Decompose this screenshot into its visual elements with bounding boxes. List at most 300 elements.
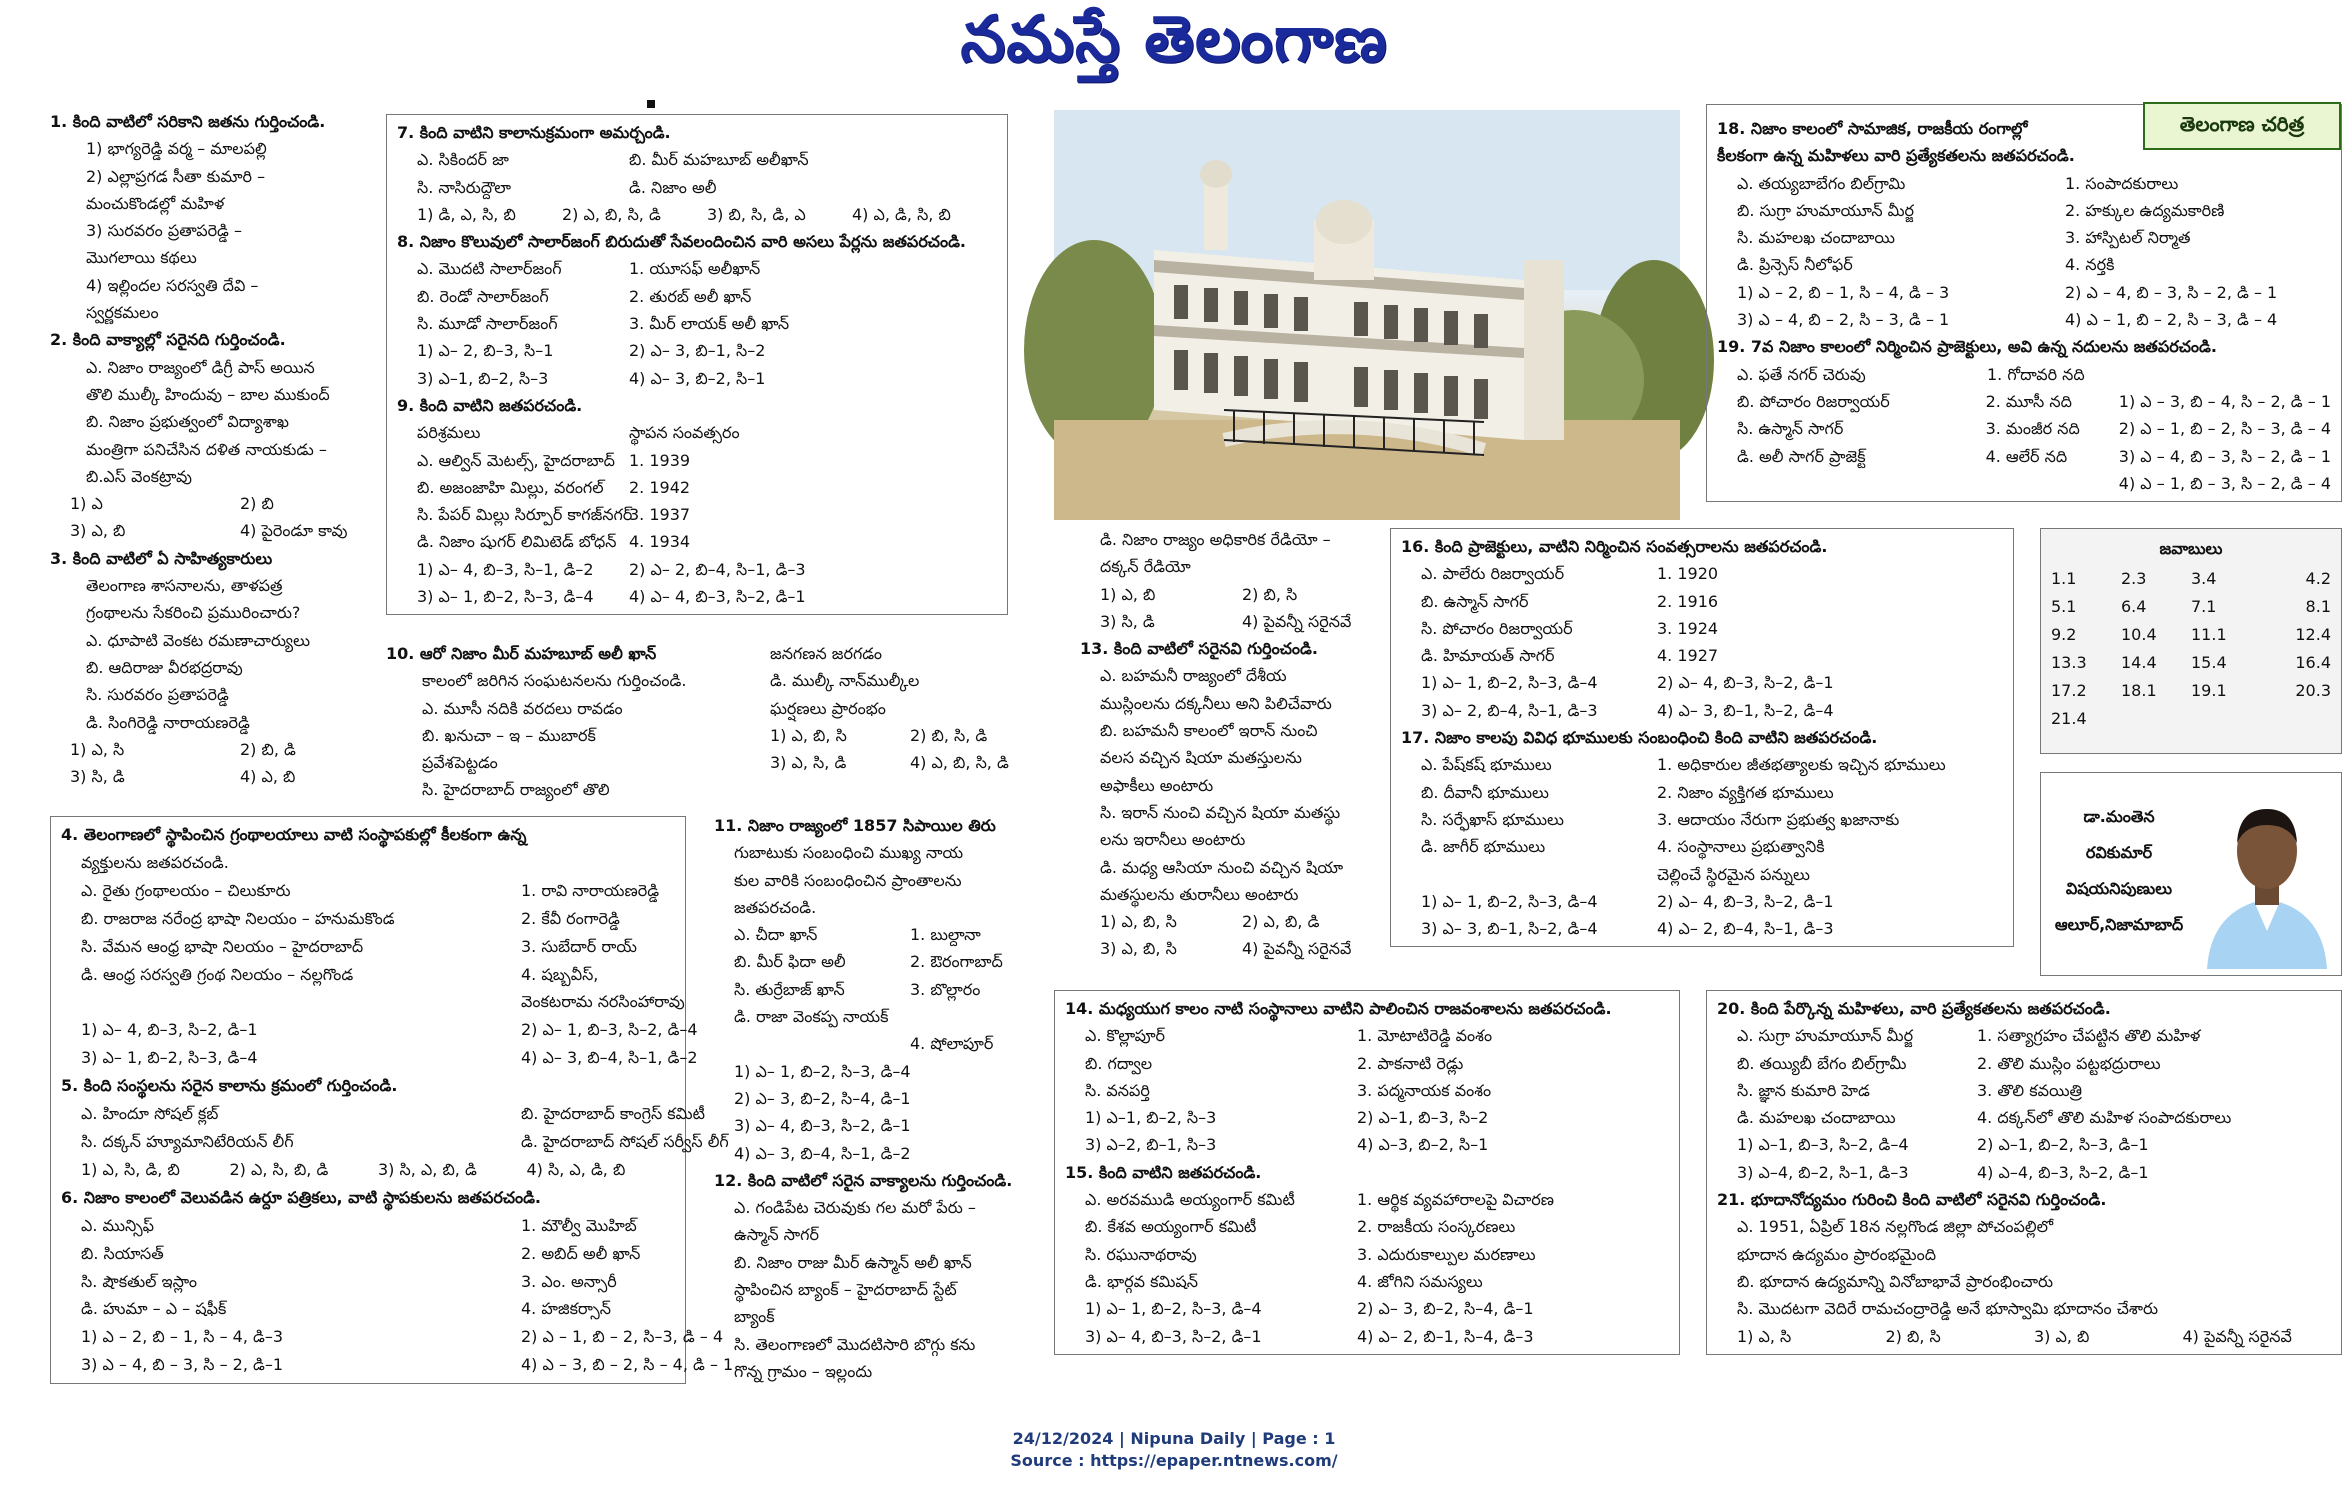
option-cell: 4) ఎ, డి, సి, బి [852,204,951,224]
text-line: మతస్థులను తురానీలు అంటారు [1100,884,1299,904]
text-line: బి. ఆదిరాజు వీరభద్రరావు [86,657,243,677]
answer-item: 11.1 [2191,625,2227,644]
option-cell: 4) ఎ–3, బి–2, సి–1 [1357,1135,1489,1155]
option-cell: డి. భార్గవ కమిషన్ [1085,1271,1199,1291]
text-line: దక్కన్ రేడియో [1100,557,1191,577]
option-row [714,976,1014,1003]
text-line: ఎ. 1951, ఏప్రిల్ 18న నల్లగొండ జిల్లా పోచంపల్లిలో [1737,1217,2054,1237]
option-cell: 4) ఎ, బి, సి, డి [910,753,1009,773]
option-cell: 4) పైవన్నీ సరైనవే [2182,1326,2292,1346]
answer-item: 4.2 [2305,569,2331,588]
option-cell: 4) ఎ– 3, బి–4, సి–1, డి–2 [734,1143,911,1163]
option-row [1717,306,2331,333]
option-row [714,1112,1014,1139]
option-cell: 3) ఎ, బి [70,521,126,541]
block-q7-9 [386,114,1008,615]
option-cell: 4) ఎ – 3, బి – 2, సి – 4, డి – 1 [521,1355,734,1375]
option-cell: 4. జోగిని సమస్యలు [1357,1271,1483,1291]
option-row [1401,669,2003,696]
option-row [714,1140,1014,1167]
option-cell: 1) ఎ– 1, బి–2, సి–3, డి–4 [1085,1299,1262,1319]
option-row [61,877,675,905]
text-line: మంచుకొండల్లో మహిళ [86,193,225,213]
question-text: 6. నిజాం కాలంలో వెలువడిన ఉర్దూ పత్రికలు, వాటి స్థాపకులను జతపరచండి. [61,1187,542,1207]
option-cell: 3. ఆదాయం నేరుగా ప్రభుత్వ ఖజానాకు [1657,809,1900,829]
option-cell: సి. పేపర్ మిల్లు సిర్పూర్ కాగజ్‌నగర్ [417,505,633,525]
option-cell: 3. పద్మనాయక వంశం [1357,1080,1492,1100]
option-cell: సి. సర్ఫేఖాస్ భూములు [1421,809,1564,829]
text-line: సి. తెలంగాణలో మొదటిసారి బొగ్గు కను [734,1334,976,1354]
option-cell: 3. ఎం. అన్సారీ [521,1271,617,1291]
option-cell: 2. పాకనాటి రెడ్లు [1357,1053,1464,1073]
option-cell [81,988,521,1016]
option-cell: 4) ఎ–4, బి–3, సి–2, డి–1 [1977,1162,2149,1182]
option-row [1065,1104,1669,1131]
text-line: లను ఇరానీలు అంటారు [1100,830,1246,850]
option-row [1401,751,2003,778]
text-line: తొలి ముల్కీ హిందువు – బాల ముకుంద్ [86,384,330,404]
option-row [397,310,997,337]
option-cell [734,1030,910,1057]
option-row [1401,697,2003,724]
answer-item: 7.1 [2191,597,2217,616]
option-cell: 4) ఎ – 1, బి – 2, సి – 3, డి – 4 [2065,310,2278,330]
text-line: వ్యక్తులను జతపరచండి. [81,852,229,872]
option-cell [910,1003,1014,1030]
option-cell: డి. హుమా – ఎ – షఫీక్ [81,1299,227,1319]
text-line: డి. నిజాం రాజ్యం అధికారిక రేడియో – [1100,530,1331,549]
option-cell: 2) బి, సి, డి [910,725,988,745]
option-row [61,1295,675,1323]
option-row [1717,388,2331,415]
answer-item: 8.1 [2305,597,2331,616]
text-line: మొగలాయి కథలు [86,248,197,268]
text-line: ఘర్షణలు ప్రారంభం [770,698,886,718]
option-row [1080,581,1376,608]
option-cell [1986,470,2119,497]
option-cell: 3) ఎ – 4, బి – 2, సి – 3, డి – 1 [1737,310,1950,330]
option-cell: 1) ఎ, సి [1737,1326,1792,1346]
option-cell: 4. నర్తకి [2065,255,2115,275]
option-row [397,174,997,201]
option-row [61,961,675,989]
option-cell: సి. పోచారం రిజర్వాయర్ [1421,618,1573,638]
option-row [714,1030,1014,1057]
question-text: 3. కింది వాటిలో ఏ సాహిత్యకారులు [50,548,273,568]
answer-item: 9.2 [2051,625,2077,644]
option-cell: 2) బి [240,494,274,514]
text-line: భూదాన ఉద్యమం ప్రారంభమైంది [1737,1244,1936,1264]
answer-grid [2041,568,2341,730]
text-line: సి. మొదటగా వెదిరే రామచంద్రారెడ్డి అనే భూస్వామి భూదానం చేశారు [1737,1299,2159,1319]
question-text: 16. కింది ప్రాజెక్టులు, వాటిని నిర్మించిన సంవత్సరాలను జతపరచండి. [1401,537,1828,556]
option-cell: 2) ఎ–1, బి–3, సి–2 [1357,1108,1489,1128]
text-line: సి. హైదరాబాద్ రాజ్యంలో తొలి [422,780,610,800]
option-cell: 1) ఎ – 3, బి – 4, సి – 2, డి – 1 [2118,391,2331,411]
block-q10-options [750,640,1010,776]
text-line: డి. సింగిరెడ్డి నారాయణరెడ్డి [86,712,250,732]
option-row [397,255,997,282]
option-row [1401,779,2003,806]
option-row [50,763,380,790]
option-cell: బి. సుగ్రా హుమాయూన్ మీర్జ [1737,200,1915,220]
option-cell: ఎ. సుగ్రా హుమాయూన్ మీర్జ [1737,1026,1914,1046]
option-cell: 1) ఎ, బి, సి [770,725,847,745]
option-cell: వెంకటరామ నరసింహారావు [521,992,685,1012]
option-cell: సి. నాసిరుద్దౌలా [417,177,512,197]
text-line: ఎ. మూసీ నదికి వరదలు రావడం [422,698,623,718]
text-line: 1) భాగ్యరెడ్డి వర్మ – మాలపల్లి [86,139,267,159]
option-cell: ఎ. తయ్యబాబేగం బిల్‌గ్రామి [1737,173,1906,193]
question-text: 13. కింది వాటిలో సరైనవి గుర్తించండి. [1080,639,1318,659]
answer-key [2040,528,2342,754]
text-line: గ్రంథాలను సేకరించి ప్రమురించారు? [86,603,301,623]
option-row [1717,251,2331,278]
block-q16-17 [1390,528,2014,947]
text-line: కాలంలో జరిగిన సంఘటనలను గుర్తించండి. [422,671,687,691]
option-cell: 4. సంస్థానాలు ప్రభుత్వానికి [1657,837,1825,857]
option-cell: 1. సంపాదకురాలు [2065,173,2179,193]
option-cell: 2) ఎ– 4, బి–3, సి–2, డి–1 [1657,891,1834,911]
option-cell [910,1058,1014,1085]
question-text: 18. నిజాం కాలంలో సామాజిక, రాజకీయ రంగాల్లో [1717,119,2028,138]
option-cell: ఎ. ఆల్విన్ మెటల్స్, హైదరాబాద్ [417,450,615,470]
option-row [50,490,380,517]
option-cell: 2) ఎ – 1, బి – 2, సి – 3, డి – 4 [2118,419,2331,439]
question-text: 17. నిజాం కాలపు వివిధ భూములకు సంబంధించి కింది వాటిని జతపరచండి. [1401,728,1878,748]
option-row [1717,1050,2331,1077]
text-line: బి. నిజాం రాజు మీర్ ఉస్మాన్ అలీ ఖాన్ [734,1252,972,1272]
section-badge: తెలంగాణ చరిత్ర [2143,102,2341,150]
option-row [1065,1050,1669,1077]
answer-item: 18.1 [2121,681,2157,700]
option-cell: 2. ఔరంగాబాద్ [910,952,1003,972]
answer-item: 19.1 [2191,681,2227,700]
option-cell: 1) ఎ– 1, బి–2, సి–3, డి–4 [734,1061,911,1081]
option-cell: 2. 1942 [629,477,691,497]
option-cell: 3. 1937 [629,505,691,525]
option-cell: ఎ. కొల్లాపూర్ [1085,1026,1166,1046]
option-cell: 2) ఎ – 4, బి – 3, సి – 2, డి – 1 [2065,282,2278,302]
option-cell [910,1140,1014,1167]
option-cell: 1) ఎ [70,494,103,514]
option-row [1401,588,2003,615]
option-cell: 3) ఎ–1, బి–2, సి–3 [417,368,549,388]
option-row [50,736,380,763]
question-text: 21. భూదానోద్యమం గురించి కింది వాటిలో సరైనవి గుర్తించండి. [1717,1190,2107,1210]
option-row [1065,1213,1669,1240]
block-q18-19 [1706,104,2342,502]
option-cell: బి. ఉస్మాన్ సాగర్ [1421,591,1529,611]
answer-key-title: జవాబులు [2159,539,2223,558]
option-row [714,1003,1014,1030]
option-row [1065,1186,1669,1213]
option-row [50,517,380,544]
text-line: 2) ఎల్లాప్రగడ సీతా కుమారి – [86,166,266,186]
option-cell: సి. జ్ఞాన కుమారి హెడ [1737,1080,1870,1100]
option-row [61,1100,705,1128]
option-cell: బి. హైదరాబాద్ కాంగ్రెస్ కమిటీ [521,1104,705,1124]
option-cell: 1. బుల్దానా [910,925,981,945]
option-cell: ఎ. మొదటి సాలార్‌జంగ్ [417,259,562,279]
option-cell: సి. తుర్రేబాజ్ ఖాన్ [734,979,845,999]
option-row [61,1268,675,1296]
option-cell: 1. గోదావరి నది [1987,364,2085,384]
block-q14-15 [1054,990,1680,1355]
option-cell: 4. 1927 [1657,646,1719,666]
text-line: ఉస్మాన్ సాగర్ [734,1225,819,1245]
option-row [1401,560,2003,587]
option-cell: 4) ఎ– 3, బి–2, సి–1 [629,368,766,388]
option-row [1065,1241,1669,1268]
option-cell: 4. హజికర్సాన్ [521,1299,611,1319]
option-row [1401,861,2003,888]
option-row [1401,615,2003,642]
option-cell: 1. మోటాటిరెడ్డి వంశం [1357,1026,1493,1046]
option-row [1717,1104,2331,1131]
option-cell: 3. తొలి కవయిత్రి [1977,1080,2083,1100]
option-row [714,948,1014,975]
masthead-title: నమస్తే తెలంగాణ [960,2,1388,77]
text-line: బి. నిజాం ప్రభుత్వంలో విద్యాశాఖ [86,412,289,432]
palace-photo [1054,110,1680,520]
option-row [397,474,997,501]
option-cell: డి. హైదరాబాద్ సోషల్ సర్వీస్ లీగ్ [521,1131,729,1151]
option-row [397,447,997,474]
option-row [1401,833,2003,860]
text-line: ప్రవేశపెట్టడం [422,753,498,773]
option-cell: 3) ఎ – 4, బి – 3, సి – 2, డి – 1 [2118,446,2331,466]
text-line: సి. సురవరం ప్రతాపరెడ్డి [86,685,229,705]
option-cell: 1. మౌల్వీ మొహిబ్ [521,1215,637,1235]
option-cell: 2) ఎ– 3, బి–1, సి–2 [629,341,766,361]
option-cell: 3) ఎ– 4, బి–3, సి–2, డి–1 [734,1116,911,1136]
option-cell: 2. రాజకీయ సంస్కరణలు [1357,1217,1516,1237]
answer-item: 15.4 [2191,653,2227,672]
question-text: 19. 7వ నిజాం కాలంలో నిర్మించిన ప్రాజెక్టులు, అవి ఉన్న నదులను జతపరచండి. [1717,337,2217,357]
option-row [714,1058,1014,1085]
option-cell: 1) ఎ, సి [70,739,125,759]
answer-item: 1.1 [2051,569,2077,588]
option-cell: 1. 1920 [1657,564,1719,584]
text-line: తెలంగాణ శాసనాలను, తాళపత్ర [86,576,283,596]
answer-item: 10.4 [2121,625,2157,644]
answer-item: 13.3 [2051,653,2087,672]
option-cell: బి. గద్వాల [1085,1053,1153,1073]
option-cell: 3. మంజీర నది [1985,419,2080,439]
option-cell: 2) ఎ– 3, బి–2, సి–4, డి–1 [734,1088,911,1108]
option-row [61,1240,675,1268]
option-cell: సి. మహలఖ చందాబాయి [1737,228,1896,248]
option-row [1065,1022,1669,1049]
option-cell: 3) బి, సి, డి, ఎ [707,204,806,224]
block-q12-13 [1080,526,1376,963]
option-cell: 2) ఎ– 1, బి–3, సి–2, డి–4 [521,1020,698,1040]
option-cell: 2) బి, సి [1242,584,1298,604]
option-row [61,1212,675,1240]
option-cell: 3) ఎ, బి, సి [1100,939,1177,959]
option-row [1717,1022,2331,1049]
option-row [1080,935,1376,962]
option-cell: 2. తురబ్ అలీ ఖాన్ [629,286,752,306]
option-cell: 4. షోలాపూర్ [910,1034,994,1054]
option-cell: ఎ. రైతు గ్రంథాలయం – చిలుకూరు [81,880,291,900]
option-cell: స్థాపన సంవత్సరం [629,423,740,443]
option-cell: 1. అధికారుల జీతభత్యాలకు ఇచ్చిన భూములు [1657,755,1946,775]
option-row [397,556,997,583]
option-cell: 3) ఎ–2, బి–1, సి–3 [1085,1135,1217,1155]
option-cell: బి. అజంజాహి మిల్లు, వరంగల్ [417,477,604,497]
option-cell: డి. నిజాం అలీ [629,177,717,197]
option-cell: 2) ఎ, బి, సి, డి [562,204,661,224]
page-footer [0,1428,2348,1472]
option-cell: 3) ఎ – 4, బి – 3, సి – 2, డి–1 [81,1355,284,1375]
option-cell: సి. ఉస్మాన్ సాగర్ [1737,419,1844,439]
option-cell: 4) ఎ– 2, బి–1, సి–4, డి–3 [1357,1326,1534,1346]
option-cell: 4) ఎ, బి [240,767,296,787]
option-cell: 3) సి, డి [1100,611,1155,631]
block-col1 [50,108,380,790]
option-cell: 1) ఎ– 1, బి–2, సి–3, డి–4 [1421,673,1598,693]
option-row [1717,361,2331,388]
option-cell: 1. సత్యాగ్రహం చేపట్టిన తొలి మహిళ [1977,1026,2201,1046]
option-row [1717,279,2331,306]
option-cell: బి. రాజరాజ నరేంద్ర భాషా నిలయం – హనుమకొండ [81,908,395,928]
option-cell: 1. 1939 [629,450,691,470]
option-cell: 3. హాస్పిటల్ నిర్మాత [2065,228,2191,248]
author-name-2: రవికుమార్ [2085,843,2153,862]
option-row [1401,806,2003,833]
answer-item: 6.4 [2121,597,2147,616]
option-cell: 1) ఎ–1, బి–3, సి–2, డి–4 [1737,1135,1909,1155]
option-cell: 4) ఎ– 3, బి–4, సి–1, డి–2 [521,1048,698,1068]
option-cell: ఎ. చీదా ఖాన్ [734,925,818,945]
option-cell: 1) ఎ – 2, బి – 1, సి – 4, డి–3 [81,1327,284,1347]
footer-source-line: Source : https://epaper.ntnews.com/ [1010,1451,1338,1470]
option-row [397,146,997,173]
option-cell: సి. దక్కన్ హ్యూమానిటేరియన్ లీగ్ [81,1131,294,1151]
option-row [1080,908,1376,935]
option-cell: ఎ. అరవముడి అయ్యంగార్ కమిటీ [1085,1190,1295,1210]
option-cell: డి. అలీ సాగర్ ప్రాజెక్ట్ [1737,446,1866,466]
option-cell: ఎ. పేష్‌కష్ భూములు [1421,755,1552,775]
option-cell: 2) ఎ– 3, బి–2, సి–4, డి–1 [1357,1299,1534,1319]
option-cell: బి. తయ్యిబీ బేగం బిల్‌గ్రామీ [1737,1053,1907,1073]
question-text: 15. కింది వాటిని జతపరచండి. [1065,1162,1262,1182]
option-cell: 1) ఎ– 4, బి–3, సి–1, డి–2 [417,559,594,579]
option-cell: 2. 1916 [1657,591,1719,611]
option-cell: 1) ఎ, బి [1100,584,1156,604]
option-row [397,501,997,528]
option-cell: 1. యూసఫ్ అలీఖాన్ [629,259,761,279]
option-cell: ఎ. ఫతే నగర్ చెరువు [1737,364,1866,384]
option-row [397,528,997,555]
option-row [1401,888,2003,915]
option-cell: సి. వేమన ఆంధ్ర భాషా నిలయం – హైదరాబాద్ [81,936,364,956]
option-row [61,1044,698,1072]
option-cell: 2) ఎ– 4, బి–3, సి–2, డి–1 [1657,673,1834,693]
option-row [1065,1323,1669,1350]
option-cell: బి. దీవానీ భూములు [1421,782,1549,802]
option-row [750,749,1010,776]
option-cell: 3) ఎ– 4, బి–3, సి–2, డి–1 [1085,1326,1262,1346]
option-cell: సి. షౌకతుల్ ఇస్లాం [81,1271,198,1291]
block-q11-12 [714,812,1014,1385]
option-cell [910,1085,1014,1112]
option-cell: బి. పోచారం రిజర్వాయర్ [1737,391,1890,411]
option-row [397,583,997,610]
text-line: జతపరచండి. [734,897,817,917]
option-row [1065,1077,1669,1104]
option-cell: 1) ఎ, సి, డి, బి [81,1159,180,1179]
question-text: 5. కింది సంస్థలను సరైన కాలాను క్రమంలో గుర్తించండి. [61,1076,398,1096]
option-cell: బి. మీర్ ఫిదా అలీ [734,952,846,972]
option-cell: పరిశ్రమలు [417,423,481,443]
option-cell: 2) బి, డి [240,739,296,759]
palace-illustration [1054,110,1680,520]
option-row [61,1016,698,1044]
option-cell: డి. మహలఖ చందాబాయి [1737,1108,1896,1128]
text-line: అఫాకీలు అంటారు [1100,775,1214,795]
option-cell: 3) ఎ– 1, బి–2, సి–3, డి–4 [417,587,594,607]
text-line: డి. మధ్య ఆసియా నుంచి వచ్చిన షియా [1100,857,1344,877]
text-line: జనగణన జరగడం [770,644,883,663]
option-cell: 3. మీర్ లాయక్ అలీ ఖాన్ [629,314,790,334]
option-cell: 2) ఎ, సి, బి, డి [229,1159,329,1179]
option-cell: 2. కేవీ రంగారెడ్డి [521,908,620,928]
question-text: 12. కింది వాటిలో సరైన వాక్యాలను గుర్తించండి. [714,1170,1013,1190]
option-cell: సి. వనపర్తి [1085,1080,1150,1100]
option-row [397,365,997,392]
option-row [1717,1077,2331,1104]
option-row [1717,1159,2331,1186]
text-line: బి.ఎస్ వెంకట్రావు [86,466,192,486]
text-line: ఎ. ధూపాటి వెంకట రమణాచార్యులు [86,630,311,650]
text-line: గుబాటుకు సంబంధించి ముఖ్య నాయ [734,843,964,863]
option-cell: 4. 1934 [629,532,691,552]
option-cell [1737,470,1986,497]
text-line: కుల వారికి సంబంధించిన ప్రాంతాలను [734,870,962,890]
question-text: కీలకంగా ఉన్న మహిళలు వారి ప్రత్యేకతలను జతపరచండి. [1717,146,2075,166]
text-line: గొన్న గ్రామం – ఇల్లందు [734,1361,873,1381]
option-row [1401,915,2003,942]
option-cell: 3) ఎ, బి [2034,1326,2090,1346]
option-cell: 3) సి, ఎ, బి, డి [378,1159,477,1179]
footer-date-line: 24/12/2024 | Nipuna Daily | Page : 1 [1012,1429,1336,1448]
answer-item: 20.3 [2295,681,2331,700]
option-cell: 3) ఎ– 1, బి–2, సి–3, డి–4 [81,1048,258,1068]
option-cell: 2) ఎ– 2, బి–4, సి–1, డి–3 [629,559,806,579]
option-cell: 4) ఎ– 2, బి–4, సి–1, డి–3 [1657,919,1834,939]
answer-item: 21.4 [2051,709,2087,728]
option-row [61,1351,734,1379]
option-cell: 1) ఎ– 4, బి–3, సి–2, డి–1 [81,1020,258,1040]
text-line: ఎ. నిజాం రాజ్యంలో డిగ్రీ పాస్ అయిన [86,357,315,377]
option-cell: 3) ఎ, సి, డి [770,753,847,773]
option-row [61,905,675,933]
text-line: స్థాపించిన బ్యాంక్ – హైదరాబాద్ స్టేట్ [734,1280,957,1300]
option-cell: 3) ఎ–4, బి–2, సి–1, డి–3 [1737,1162,1909,1182]
option-cell [910,1112,1014,1139]
option-cell: 4) పైవన్నీ సరైనవే [1242,611,1352,631]
option-cell: 3) ఎ– 3, బి–1, సి–2, డి–4 [1421,919,1598,939]
option-cell: 1) ఎ–1, బి–2, సి–3 [1085,1108,1217,1128]
question-text: 14. మధ్యయుగ కాలం నాటి సంస్థానాలు వాటిని పాలించిన రాజవంశాలను జతపరచండి. [1065,999,1612,1018]
question-text: 2. కింది వాక్యాల్లో సరైనది గుర్తించండి. [50,330,286,350]
question-text: 10. ఆరో నిజాం మీర్ మహబూబ్ అలీ ఖాన్ [386,644,657,663]
question-text: 20. కింది పేర్కొన్న మహిళలు, వారి ప్రత్యేకతలను జతపరచండి. [1717,999,2111,1018]
question-text: 9. కింది వాటిని జతపరచండి. [397,395,583,415]
